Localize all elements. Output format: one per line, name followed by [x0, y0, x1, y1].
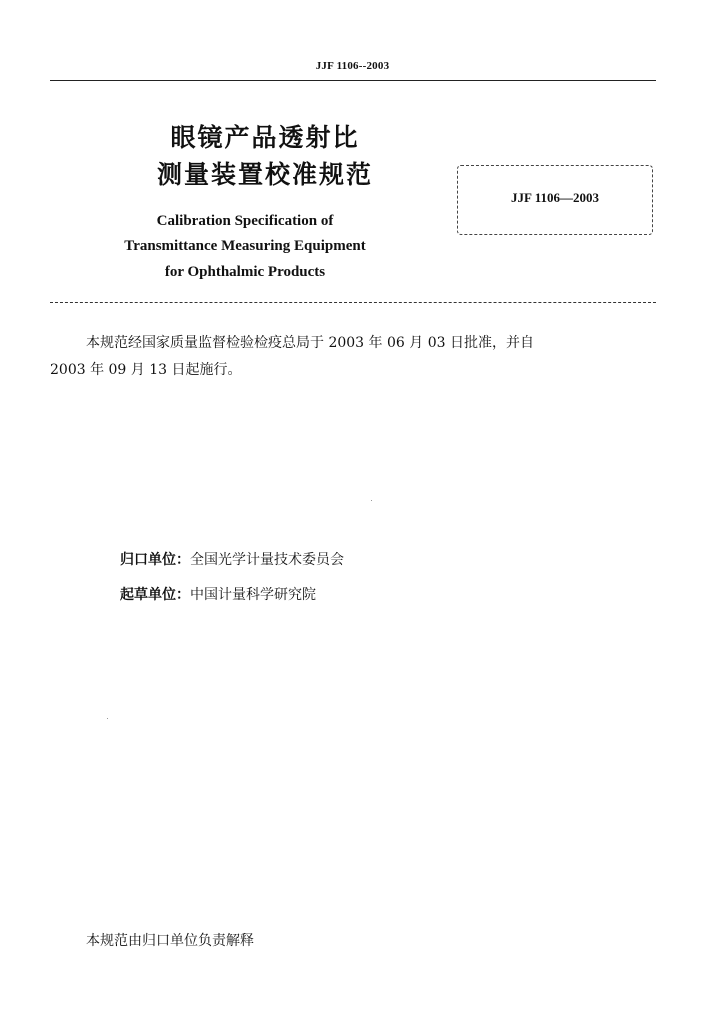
title-cn-line2: 测量装置校准规范 [156, 160, 373, 189]
standard-code-box-text: JJF 1106—2003 [511, 190, 599, 205]
title-cn-line1: 眼镜产品透射比 [170, 123, 360, 152]
responsible-unit-row [120, 549, 344, 569]
title-divider-rule [50, 302, 656, 303]
title-en-line1: Calibration Specification of [156, 213, 334, 229]
title-en-line3: for Ophthalmic Products [164, 264, 326, 280]
interpretation-note: 本规范由归口单位负责解释 [86, 933, 254, 949]
scan-speck [371, 500, 372, 501]
top-rule [50, 80, 656, 81]
scan-speck [107, 718, 108, 719]
standard-code-box [457, 165, 653, 235]
header-standard-code: JJF 1106--2003 [315, 60, 390, 72]
drafting-unit-value: 中国计量科学研究院 [190, 587, 316, 603]
responsible-unit-value: 全国光学计量技术委员会 [190, 552, 344, 568]
approval-text-line1: 本规范经国家质量监督检验检疫总局于 2003 年 06 月 03 日批准，并自 [86, 335, 534, 351]
approval-text-line2: 2003 年 09 月 13 日起施行。 [50, 362, 242, 378]
drafting-unit-row [120, 584, 316, 604]
drafting-unit-label: 起草单位： [120, 587, 190, 603]
responsible-unit-label: 归口单位： [120, 552, 190, 568]
title-en-line2: Transmittance Measuring Equipment [124, 238, 366, 254]
